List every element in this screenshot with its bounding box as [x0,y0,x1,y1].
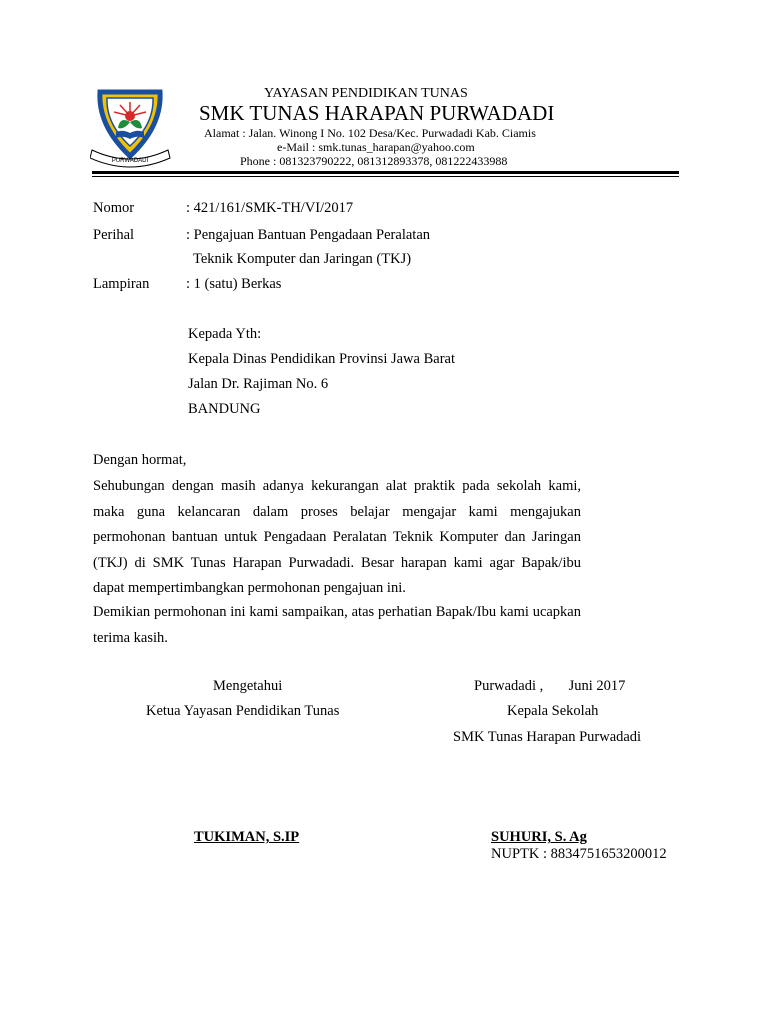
school-name: SMK TUNAS HARAPAN PURWADADI [199,101,555,125]
logo-flame [125,111,135,121]
body-paragraph-1: Sehubungan dengan masih adanya kekurangan alat praktik pada sekolah kami, maka guna kelancaran dalam proses belajar mengajar kami mengajukan permohonan bantuan untuk Pengadaan Peralatan Teknik Komputer dan Jaringan (TKJ) di SMK Tunas Harapan Purwadadi. Besar harapan kami agar Bapak/ibu dapat mempertimbangkan permohonan pengajuan ini. [93,478,581,596]
right-sign-title: Kepala Sekolah [507,703,599,719]
recipient-salutation: Kepada Yth: [188,326,262,342]
right-sign-school: SMK Tunas Harapan Purwadadi [453,729,642,745]
left-signatory-name: TUKIMAN, S.IP [194,829,300,845]
foundation-name: YAYASAN PENDIDIKAN TUNAS [264,86,468,101]
recipient-office: Kepala Dinas Pendidikan Provinsi Jawa Barat [188,351,455,367]
lampiran-label: Lampiran [93,276,150,292]
school-email: e-Mail : smk.tunas_harapan@yahoo.com [277,140,475,154]
place-date: Purwadadi , Juni 2017 [474,678,626,694]
recipient-street: Jalan Dr. Rajiman No. 6 [188,376,329,392]
recipient-city: BANDUNG [188,401,261,417]
letterhead-rule-thick [92,171,679,174]
perihal-value-line1: : Pengajuan Bantuan Pengadaan Peralatan [186,227,431,243]
nomor-label: Nomor [93,200,135,216]
school-address: Alamat : Jalan. Winong I No. 102 Desa/Kec. Purwadadi Kab. Ciamis [204,126,536,140]
right-signatory-nuptk: NUPTK : 8834751653200012 [491,846,667,862]
lampiran-value: : 1 (satu) Berkas [186,276,282,292]
logo-banner-text: PURWADADI [111,158,149,164]
right-signatory-name: SUHURI, S. Ag [491,829,587,845]
left-sign-title: Ketua Yayasan Pendidikan Tunas [146,703,340,719]
left-sign-heading: Mengetahui [213,678,283,694]
letterhead-rule-thin [92,176,679,177]
body-paragraph-2: Demikian permohonan ini kami sampaikan, atas perhatian Bapak/Ibu kami ucapkan terima kasih. [93,604,581,646]
greeting: Dengan hormat, [93,452,187,468]
perihal-value-line2: Teknik Komputer dan Jaringan (TKJ) [193,251,412,267]
perihal-label: Perihal [93,227,135,243]
nomor-value: : 421/161/SMK-TH/VI/2017 [186,200,354,216]
school-logo [90,86,180,172]
school-phone: Phone : 081323790222, 081312893378, 081222433988 [240,154,508,168]
